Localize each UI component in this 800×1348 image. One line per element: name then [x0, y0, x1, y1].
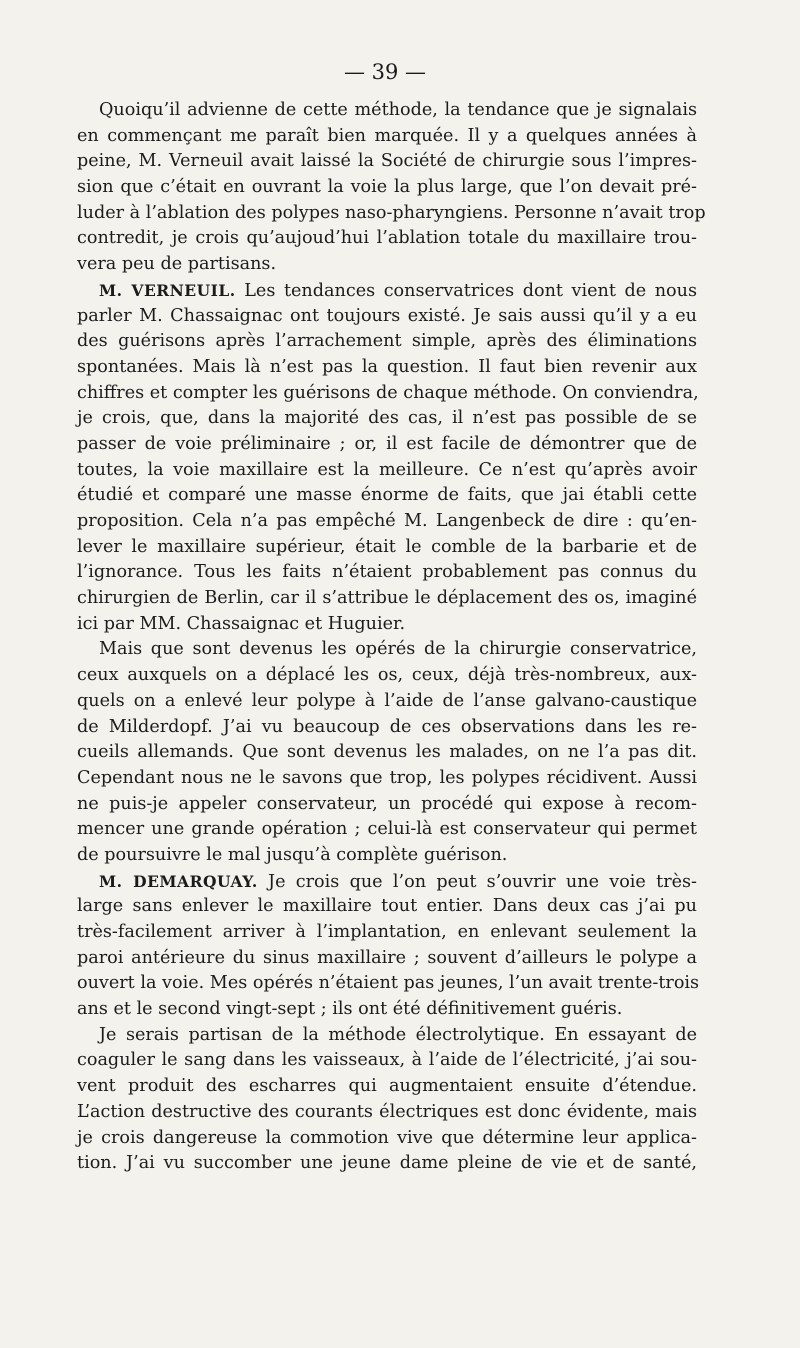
text-line: paroi antérieure du sinus maxillaire ; souvent d’ailleurs le polype a: [77, 947, 697, 968]
text-line: Quoiqu’il advienne de cette méthode, la tendance que je signalais: [99, 100, 697, 120]
text-line: Je crois que l’on peut s’ouvrir une voie très-: [257, 871, 697, 892]
text-line: parler M. Chassaignac ont toujours existé. Je sais aussi qu’il y a eu: [77, 305, 697, 326]
text-line: coaguler le sang dans les vaisseaux, à l’aide de l’électricité, j’ai sou-: [77, 1050, 697, 1071]
text-line: en commençant me paraît bien marquée. Il y a quelques années à: [77, 125, 697, 146]
text-line: je crois dangereuse la commotion vive que détermine leur applica-: [77, 1127, 697, 1148]
text-line: proposition. Cela n’a pas empêché M. Langenbeck de dire : qu’en-: [77, 511, 697, 531]
text-line: spontanées. Mais là n’est pas la question. Il faut bien revenir aux: [77, 356, 697, 377]
page-number: — 39 —: [343, 60, 427, 84]
text-line: peine, M. Verneuil avait laissé la Société de chirurgie sous l’impres-: [77, 151, 697, 172]
text-line: chiffres et compter les guérisons de chaque méthode. On conviendra,: [77, 382, 699, 403]
text-line: passer de voie préliminaire ; or, il est facile de démontrer que de: [77, 433, 697, 454]
text-line: ne puis-je appeler conservateur, un procédé qui expose à recom-: [77, 793, 697, 814]
speaker-demarquay: M. DEMARQUAY.: [99, 871, 258, 891]
text-line: ici par MM. Chassaignac et Huguier.: [77, 613, 406, 634]
text-line: lever le maxillaire supérieur, était le comble de la barbarie et de: [77, 536, 697, 557]
text-line: ceux auxquels on a déplacé les os, ceux, déjà très-nombreux, aux-: [77, 665, 697, 686]
text-line: luder à l’ablation des polypes naso-pharyngiens. Personne n’avait trop: [77, 202, 706, 223]
text-line: des guérisons après l’arrachement simple, après des éliminations: [77, 331, 697, 352]
text-line: de Milderdopf. J’ai vu beaucoup de ces observations dans les re-: [77, 716, 697, 737]
text-line: vent produit des escharres qui augmentaient ensuite d’étendue.: [77, 1076, 697, 1097]
text-line: Je serais partisan de la méthode électrolytique. En essayant de: [99, 1024, 697, 1045]
text-line: chirurgien de Berlin, car il s’attribue le déplacement des os, imaginé: [77, 588, 697, 609]
text-line: large sans enlever le maxillaire tout entier. Dans deux cas j’ai pu: [77, 896, 697, 917]
speaker-verneuil: M. VERNEUIL.: [99, 280, 236, 300]
text-line: étudié et comparé une masse énorme de faits, que jai établi cette: [77, 485, 697, 506]
text-line: mencer une grande opération ; celui-là est conservateur qui permet: [77, 819, 697, 840]
text-line: Cependant nous ne le savons que trop, les polypes récidivent. Aussi: [77, 767, 697, 788]
speaker-line: [77, 869, 697, 895]
text-line: vera peu de partisans.: [77, 254, 277, 275]
speaker-line: [77, 278, 697, 304]
text-line: Les tendances conservatrices dont vient de nous: [235, 280, 697, 301]
text-line: l’ignorance. Tous les faits n’étaient probablement pas connus du: [77, 562, 697, 583]
body-text: [77, 98, 706, 1177]
text-line: toutes, la voie maxillaire est la meilleure. Ce n’est qu’après avoir: [77, 459, 697, 480]
text-line: quels on a enlevé leur polype à l’aide de l’anse galvano-caustique: [77, 690, 697, 711]
text-line: de poursuivre le mal jusqu’à complète guérison.: [77, 844, 508, 865]
text-line: ouvert la voie. Mes opérés n’étaient pas jeunes, l’un avait trente-trois: [77, 973, 700, 994]
text-line: ans et le second vingt-sept ; ils ont été définitivement guéris.: [77, 999, 623, 1020]
text-line: L’action destructive des courants électriques est donc évidente, mais: [77, 1101, 697, 1122]
text-line: Mais que sont devenus les opérés de la chirurgie conservatrice,: [99, 639, 697, 660]
text-line: contredit, je crois qu’aujoud’hui l’ablation totale du maxillaire trou-: [77, 228, 697, 249]
text-line: cueils allemands. Que sont devenus les malades, on ne l’a pas dit.: [77, 742, 697, 763]
text-line: tion. J’ai vu succomber une jeune dame pleine de vie et de santé,: [77, 1153, 697, 1174]
text-line: très-facilement arriver à l’implantation, en enlevant seulement la: [77, 922, 697, 942]
text-line: sion que c’était en ouvrant la voie la plus large, que l’on devait pré-: [77, 177, 697, 198]
text-line: je crois, que, dans la majorité des cas, il n’est pas possible de se: [77, 408, 697, 429]
